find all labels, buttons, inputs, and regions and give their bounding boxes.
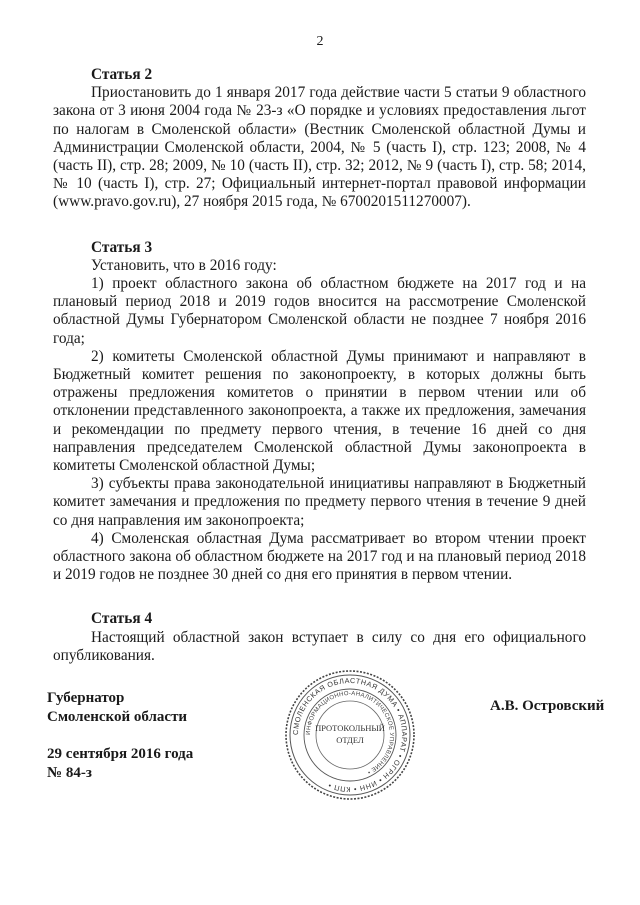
article-3 xyxy=(53,239,586,585)
article-3-item-4: 4) Смоленская областная Дума рассматривает во втором чтении проект областного закона об областном бюджете на 2017 год и на плановый период 2018 и 2019 годов не позднее 30 дней со дня его принятия в первом чтении. xyxy=(53,529,586,584)
article-2-paragraph: Приостановить до 1 января 2017 года действие части 5 статьи 9 областного закона от 3 июня 2004 года № 23-з «О порядке и условиях предоставления льгот по налогам в Смоленской области» (Вестник Смоленской областной Думы и Администрации Смоленской области, 2004, № 5 (часть I), стр. 123; 2008, № 4 (часть II), стр. 28; 2009, № 10 (часть II), стр. 32; 2012, № 9 (часть I), стр. 58; 2014, № 10 (часть I), стр. 27; Официальный интернет-портал правовой информации (www.pravo.gov.ru), 27 ноября 2015 года, № 6700201511270007). xyxy=(53,84,586,211)
page-number: 2 xyxy=(316,34,324,49)
signatory-position-line-2: Смоленской области xyxy=(47,709,188,725)
article-2-heading: Статья 2 xyxy=(91,66,153,83)
svg-text:СМОЛЕНСКАЯ ОБЛАСТНАЯ ДУМА • АП: СМОЛЕНСКАЯ ОБЛАСТНАЯ ДУМА • АППАРАТ • ОГРН • ИНН • КПП • xyxy=(290,675,410,795)
law-date: 29 сентября 2016 года xyxy=(47,746,194,762)
article-2 xyxy=(53,66,586,212)
document-body xyxy=(53,66,586,665)
article-3-item-3: 3) субъекты права законодательной инициативы направляют в Бюджетный комитет замечания и предложения по предмету первого чтения в течение 9 дней со дня направления им законопроекта; xyxy=(53,475,586,529)
article-4 xyxy=(53,610,586,665)
signatory-position xyxy=(47,689,187,727)
seal-center-line-1: ПРОТОКОЛЬНЫЙ xyxy=(315,723,385,733)
signatory-position-line-1: Губернатор xyxy=(47,690,125,706)
svg-text:ИНФОРМАЦИОННО-АНАЛИТИЧЕСКОЕ УП: ИНФОРМАЦИОННО-АНАЛИТИЧЕСКОЕ УПРАВЛЕНИЕ • xyxy=(305,690,395,775)
seal-center-line-2: ОТДЕЛ xyxy=(336,735,364,745)
article-3-heading: Статья 3 xyxy=(91,238,153,256)
article-3-intro: Установить, что в 2016 году: xyxy=(91,256,277,274)
article-4-paragraph: Настоящий областной закон вступает в силу со дня его официального опубликования. xyxy=(53,628,586,664)
official-seal-stamp xyxy=(283,668,417,802)
law-number: № 84-з xyxy=(47,765,92,781)
article-3-item-1: 1) проект областного закона об областном бюджете на 2017 год и на плановый период 2018 и 2019 годов вносится на рассмотрение Смоленской областной Думы Губернатором Смоленской области не позднее 7 ноября 2016 года; xyxy=(53,275,586,347)
law-date-number xyxy=(47,745,193,783)
article-4-heading: Статья 4 xyxy=(91,610,153,628)
signatory-name: А.В. Островский xyxy=(490,698,605,714)
article-3-item-2: 2) комитеты Смоленской областной Думы принимают и направляют в Бюджетный комитет решения по законопроекту, в которых должны быть отражены предложения комитетов о принятии в первом чтении или об отклонении представленного законопроекта, а также их предложения, замечания и рекомендации по предмету первого чтения, в течение 16 дней со дня направления председателем Смоленской областной Думы законопроекта в комитеты Смоленской областной Думы; xyxy=(53,347,586,475)
